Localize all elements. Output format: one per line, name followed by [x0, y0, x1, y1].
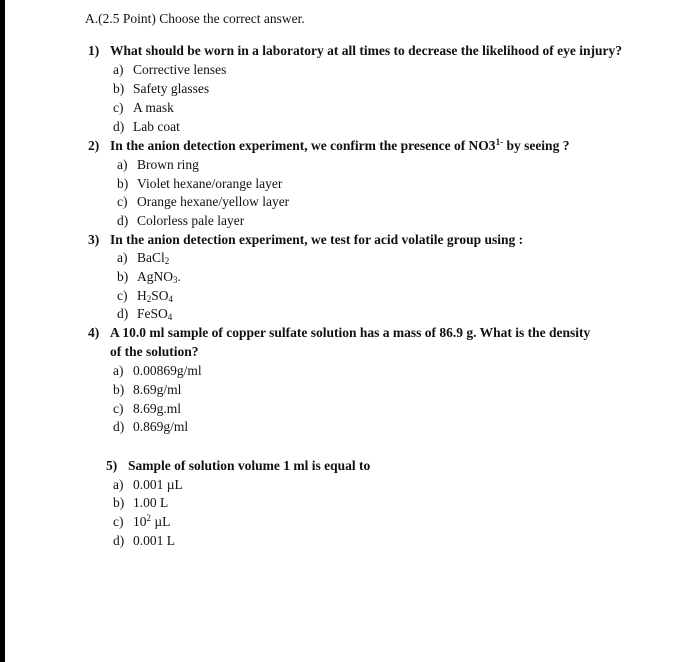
option-letter: b): [113, 382, 125, 397]
option-text: 8.69g/ml: [133, 382, 182, 397]
option-text: Orange hexane/yellow layer: [137, 194, 290, 209]
question-3: [88, 231, 523, 249]
q2-option-a[interactable]: [117, 156, 199, 174]
q1-option-c[interactable]: [113, 99, 174, 117]
question-4-continued: of the solution?: [110, 344, 199, 359]
option-letter: a): [113, 477, 124, 492]
q3-option-d[interactable]: [117, 305, 172, 323]
question-2: [88, 137, 569, 155]
q4-option-d[interactable]: [113, 418, 188, 436]
option-text: A mask: [133, 100, 174, 115]
formula-subscript: 4: [168, 294, 174, 304]
formula-base: BaCl: [137, 250, 165, 265]
question-number: 1): [88, 43, 100, 58]
option-letter: d): [113, 533, 125, 548]
option-letter: d): [117, 213, 129, 228]
option-base: 10: [133, 514, 147, 529]
option-letter: c): [113, 100, 124, 115]
question-4: [88, 324, 590, 342]
option-letter: a): [113, 62, 124, 77]
q2-option-b[interactable]: [117, 175, 282, 193]
question-text-tail: by seeing ?: [503, 138, 570, 153]
option-text: 8.69g.ml: [133, 401, 182, 416]
option-text: Violet hexane/orange layer: [137, 176, 283, 191]
option-unit: µL: [151, 514, 171, 529]
formula-base: FeSO: [137, 306, 168, 321]
charge-superscript: 1-: [495, 137, 504, 147]
option-text: 0.00869g/ml: [133, 363, 202, 378]
formula-tail: .: [177, 269, 181, 284]
question-number: 4): [88, 325, 100, 340]
option-letter: c): [113, 401, 124, 416]
q2-option-d[interactable]: [117, 212, 244, 230]
question-text: In the anion detection experiment, we test for acid volatile group using :: [110, 232, 524, 247]
q5-option-c[interactable]: [113, 513, 170, 531]
q5-option-d[interactable]: [113, 532, 175, 550]
option-letter: a): [117, 157, 128, 172]
q3-option-c[interactable]: [117, 287, 173, 305]
q5-option-b[interactable]: [113, 494, 168, 512]
q1-option-a[interactable]: [113, 61, 226, 79]
option-letter: d): [113, 119, 125, 134]
formula-subscript: 2: [146, 294, 152, 304]
q1-option-d[interactable]: [113, 118, 180, 136]
option-letter: b): [113, 81, 125, 96]
option-text: 0.001 µL: [133, 477, 183, 492]
q4-option-b[interactable]: [113, 381, 181, 399]
question-number: 2): [88, 138, 100, 153]
question-text: In the anion detection experiment, we confirm the presence of NO3: [110, 138, 496, 153]
option-letter: c): [113, 514, 124, 529]
option-text: Safety glasses: [133, 81, 210, 96]
option-letter: d): [113, 419, 125, 434]
option-letter: a): [113, 363, 124, 378]
formula-base: AgNO: [137, 269, 173, 284]
formula-mid: SO: [151, 288, 169, 303]
formula-subscript: 3: [173, 275, 178, 285]
option-letter: b): [117, 269, 129, 284]
option-letter: b): [113, 495, 125, 510]
question-5: [106, 457, 370, 475]
question-number: 3): [88, 232, 100, 247]
option-letter: c): [117, 288, 128, 303]
q3-option-a[interactable]: [117, 249, 169, 267]
question-1: [88, 42, 622, 60]
formula-base: H: [137, 288, 147, 303]
exponent-superscript: 2: [146, 513, 151, 523]
option-text: 0.001 L: [133, 533, 175, 548]
option-letter: b): [117, 176, 129, 191]
q5-option-a[interactable]: [113, 476, 183, 494]
q3-option-b[interactable]: [117, 268, 181, 286]
q2-option-c[interactable]: [117, 193, 289, 211]
question-text: A 10.0 ml sample of copper sulfate solution has a mass of 86.9 g. What is the density: [110, 325, 591, 340]
formula-subscript: 2: [164, 256, 170, 266]
option-letter: d): [117, 306, 129, 321]
section-instruction: A.(2.5 Point) Choose the correct answer.: [85, 11, 305, 26]
formula-subscript: 4: [167, 312, 173, 322]
option-letter: a): [117, 250, 128, 265]
option-text: Brown ring: [137, 157, 199, 172]
option-text: 1.00 L: [133, 495, 169, 510]
q4-option-c[interactable]: [113, 400, 181, 418]
option-text: Lab coat: [133, 119, 180, 134]
question-number: 5): [106, 458, 118, 473]
q4-option-a[interactable]: [113, 362, 202, 380]
option-letter: c): [117, 194, 128, 209]
option-text: 0.869g/ml: [133, 419, 189, 434]
question-text: What should be worn in a laboratory at all times to decrease the likelihood of eye injury?: [110, 43, 622, 58]
q1-option-b[interactable]: [113, 80, 209, 98]
question-text: Sample of solution volume 1 ml is equal to: [128, 458, 371, 473]
option-text: Colorless pale layer: [137, 213, 245, 228]
option-text: Corrective lenses: [133, 62, 227, 77]
